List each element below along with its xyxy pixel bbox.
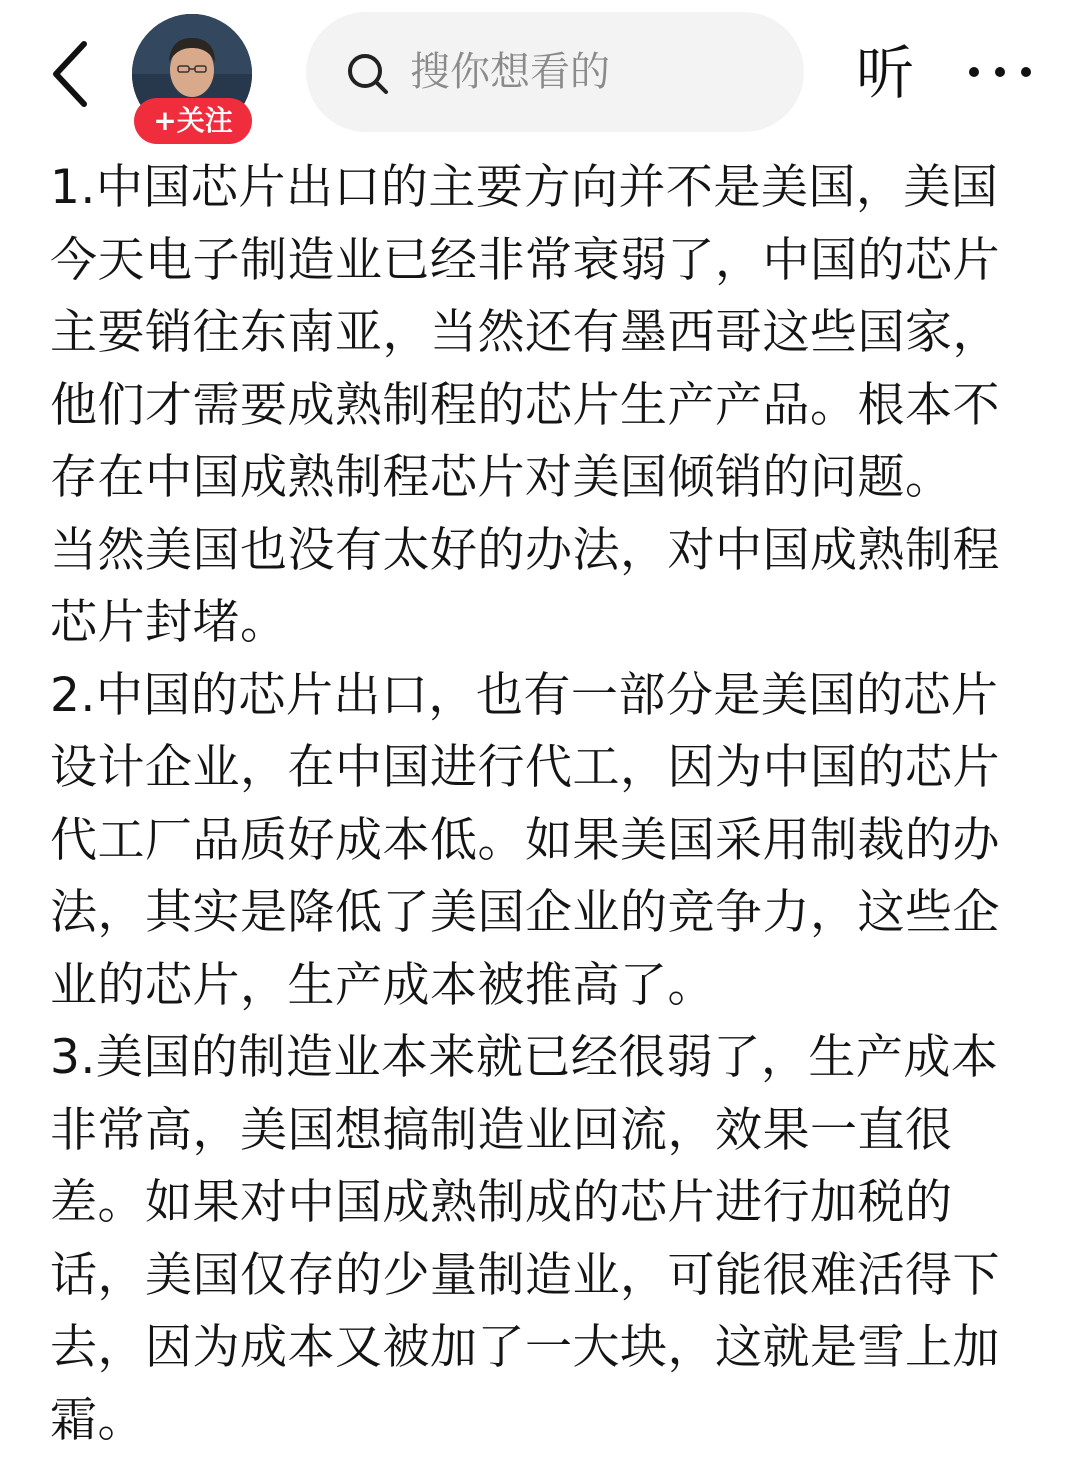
article-body: [50, 152, 1020, 1457]
article-line: 主要销往东南亚，当然还有墨西哥这些国家，: [50, 305, 1000, 360]
article-line: 设计企业，在中国进行代工，因为中国的芯片: [50, 740, 1000, 795]
article-line: 代工厂品质好成本低。如果美国采用制裁的办: [50, 812, 1000, 868]
article-line: 当然美国也没有太好的办法，对中国成熟制程: [50, 522, 1000, 578]
article-line: 存在中国成熟制程芯片对美国倾销的问题。: [50, 450, 953, 505]
article-line: 2.中国的芯片出口，也有一部分是美国的芯片: [50, 667, 999, 723]
article-line: 3.美国的制造业本来就已经很弱了，生产成本: [50, 1030, 999, 1085]
article-line: 法，其实是降低了美国企业的竞争力，这些企: [50, 885, 1000, 940]
search-icon: [344, 50, 392, 98]
article-line: 今天电子制造业已经非常衰弱了，中国的芯片: [50, 232, 1000, 288]
article-line: 1.中国芯片出口的主要方向并不是美国，美国: [50, 160, 999, 215]
more-icon[interactable]: [960, 52, 1040, 92]
article-line: 他们才需要成熟制程的芯片生产产品。根本不: [50, 377, 1000, 433]
article-line: 去，因为成本又被加了一大块，这就是雪上加: [50, 1320, 1000, 1375]
article-line: 差。如果对中国成熟制成的芯片进行加税的: [50, 1175, 953, 1230]
search-placeholder: 搜你想看的: [410, 49, 610, 95]
top-bar: [0, 0, 1080, 150]
article-line: 话，美国仅存的少量制造业，可能很难活得下: [50, 1247, 1000, 1303]
follow-button[interactable]: +关注: [134, 98, 252, 144]
search-input[interactable]: [306, 12, 804, 132]
author-profile[interactable]: [132, 14, 254, 136]
listen-button[interactable]: 听: [856, 39, 915, 107]
article-line: 非常高，美国想搞制造业回流，效果一直很: [50, 1102, 953, 1158]
article-line: 芯片封堵。: [50, 595, 288, 650]
article-line: 霜。: [50, 1392, 145, 1448]
article-line: 业的芯片，生产成本被推高了。: [50, 957, 715, 1013]
back-chevron-icon[interactable]: [40, 36, 104, 112]
